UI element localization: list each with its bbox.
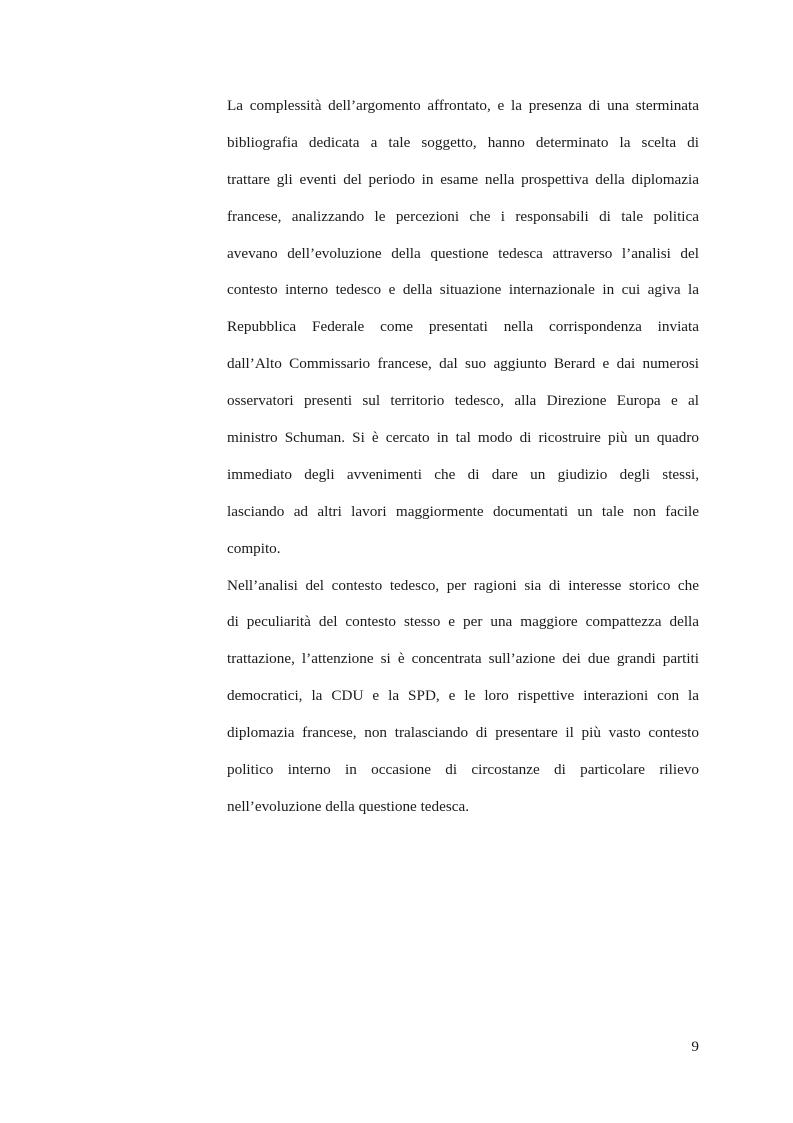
text-line: osservatori presenti sul territorio tedesco, alla Direzione Europa e al	[227, 392, 699, 410]
text-line: La complessità dell’argomento affrontato, e la presenza di una sterminata	[227, 97, 699, 114]
text-line: immediato degli avvenimenti che di dare un giudizio degli stessi,	[227, 465, 699, 483]
text-line: francese, analizzando le percezioni che i responsabili di tale politica	[227, 207, 699, 225]
text-line: ministro Schuman. Si è cercato in tal modo di ricostruire più un quadro	[227, 429, 699, 447]
text-line: trattazione, l’attenzione si è concentrata sull’azione dei due grandi partiti	[227, 650, 699, 668]
text-line: avevano dell’evoluzione della questione tedesca attraverso l’analisi del	[227, 244, 699, 262]
text-line: politico interno in occasione di circostanze di particolare rilievo	[227, 761, 699, 779]
body-text	[227, 88, 699, 826]
text-line: Repubblica Federale come presentati nella corrispondenza inviata	[227, 318, 699, 336]
text-line: democratici, la CDU e la SPD, e le loro rispettive interazioni con la	[227, 687, 699, 705]
text-line: bibliografia dedicata a tale soggetto, hanno determinato la scelta di	[227, 133, 699, 151]
text-line: diplomazia francese, non tralasciando di presentare il più vasto contesto	[227, 724, 699, 742]
text-line: compito.	[227, 539, 281, 557]
text-line: contesto interno tedesco e della situazione internazionale in cui agiva la	[227, 281, 699, 299]
text-line: lasciando ad altri lavori maggiormente documentati un tale non facile	[227, 502, 699, 520]
text-line: dall’Alto Commissario francese, dal suo aggiunto Berard e dai numerosi	[227, 355, 699, 373]
text-line: trattare gli eventi del periodo in esame nella prospettiva della diplomazia	[227, 170, 699, 188]
page-number: 9	[691, 1038, 699, 1055]
text-line: di peculiarità del contesto stesso e per una maggiore compattezza della	[227, 613, 699, 631]
text-line: nell’evoluzione della questione tedesca.	[227, 797, 470, 815]
text-line: Nell’analisi del contesto tedesco, per ragioni sia di interesse storico che	[227, 576, 699, 594]
